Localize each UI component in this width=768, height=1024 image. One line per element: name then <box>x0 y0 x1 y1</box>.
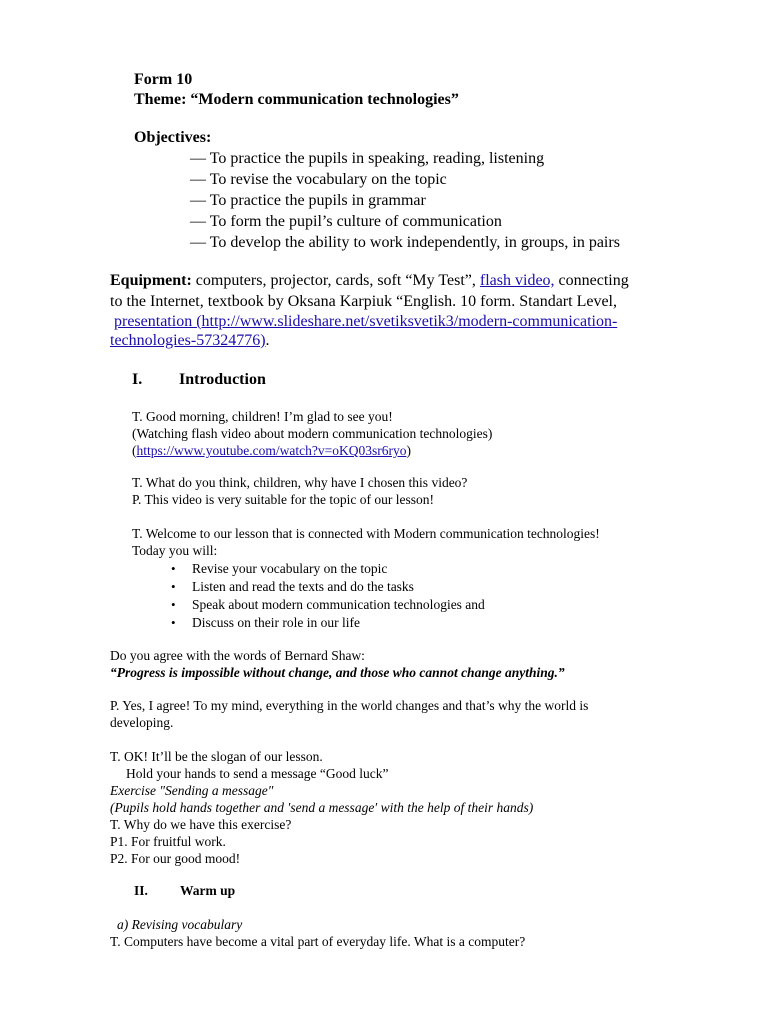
equipment-label: Equipment: <box>110 272 192 289</box>
presentation-line-2 <box>110 333 270 349</box>
teacher-computers: T. Computers have become a vital part of everyday life. What is a computer? <box>110 934 526 949</box>
bullet-icon: • <box>171 615 176 630</box>
objective-item: — To revise the vocabulary on the topic <box>190 171 447 188</box>
paren-open: ( <box>132 443 137 458</box>
objective-item: — To develop the ability to work independently, in groups, in pairs <box>190 234 620 251</box>
section-1-number: I. <box>132 371 143 388</box>
pupils-hold-note: (Pupils hold hands together and ′send a message′ with the help of their hands) <box>110 800 534 815</box>
pupil-reply-line-1: P. Yes, I agree! To my mind, everything in the world changes and that’s why the world is <box>110 698 589 713</box>
teacher-greeting: T. Good morning, children! I’m glad to see you! <box>132 409 393 424</box>
pupil-answer: P. This video is very suitable for the topic of our lesson! <box>132 492 434 507</box>
p2-answer: P2. For our good mood! <box>110 851 241 866</box>
hold-hands: Hold your hands to send a message “Good luck” <box>126 766 389 781</box>
teacher-question: T. What do you think, children, why have I chosen this video? <box>132 475 468 490</box>
form-label: Form 10 <box>134 71 193 88</box>
equipment-text: computers, projector, cards, soft “My Test”, <box>191 272 480 289</box>
section-1-title: Introduction <box>179 371 266 388</box>
exercise-title: Exercise ″Sending a message″ <box>110 783 274 798</box>
objectives-title: Objectives: <box>134 129 212 146</box>
objective-item: — To practice the pupils in grammar <box>190 192 426 209</box>
bullet-icon: • <box>171 579 176 594</box>
section-2-title: Warm up <box>180 883 236 898</box>
list-item: Speak about modern communication technologies and <box>192 597 485 612</box>
pupil-reply-line-2: developing. <box>110 715 174 730</box>
objective-item: — To practice the pupils in speaking, reading, listening <box>190 150 545 167</box>
equipment-line-1 <box>110 273 629 289</box>
presentation-period: . <box>265 332 270 349</box>
shaw-intro: Do you agree with the words of Bernard Shaw: <box>110 648 365 663</box>
youtube-line <box>132 444 411 458</box>
shaw-quote: “Progress is impossible without change, and those who cannot change anything.” <box>110 665 565 680</box>
presentation-line-1 <box>114 314 617 330</box>
paren-close: ) <box>406 443 411 458</box>
teacher-welcome: T. Welcome to our lesson that is connected with Modern communication technologies! <box>132 526 600 541</box>
theme-title: Theme: “Modern communication technologies” <box>134 91 459 108</box>
objective-item: — To form the pupil’s culture of communication <box>190 213 502 230</box>
teacher-why: T. Why do we have this exercise? <box>110 817 292 832</box>
p1-answer: P1. For fruitful work. <box>110 834 226 849</box>
bullet-icon: • <box>171 561 176 576</box>
equipment-tail: connecting <box>554 272 629 289</box>
list-item: Revise your vocabulary on the topic <box>192 561 388 576</box>
list-item: Listen and read the texts and do the tasks <box>192 579 414 594</box>
section-2-number: II. <box>134 883 148 898</box>
teacher-ok: T. OK! It’ll be the slogan of our lesson. <box>110 749 323 764</box>
today-you-will: Today you will: <box>132 543 218 558</box>
bullet-icon: • <box>171 597 176 612</box>
flash-video-link[interactable]: flash video, <box>479 272 555 289</box>
watching-note: (Watching flash video about modern communication technologies) <box>132 426 493 441</box>
presentation-link-continued[interactable]: technologies-57324776) <box>110 332 266 349</box>
equipment-line-2: to the Internet, textbook by Oksana Karpiuk “English. 10 form. Standart Level, <box>110 293 617 310</box>
subsection-title: a) Revising vocabulary <box>117 917 243 932</box>
presentation-link[interactable]: presentation (http://www.slideshare.net/svetiksvetik3/modern-communication- <box>114 313 618 330</box>
youtube-link[interactable]: https://www.youtube.com/watch?v=oKQ03sr6ryo <box>136 443 407 458</box>
list-item: Discuss on their role in our life <box>192 615 360 630</box>
